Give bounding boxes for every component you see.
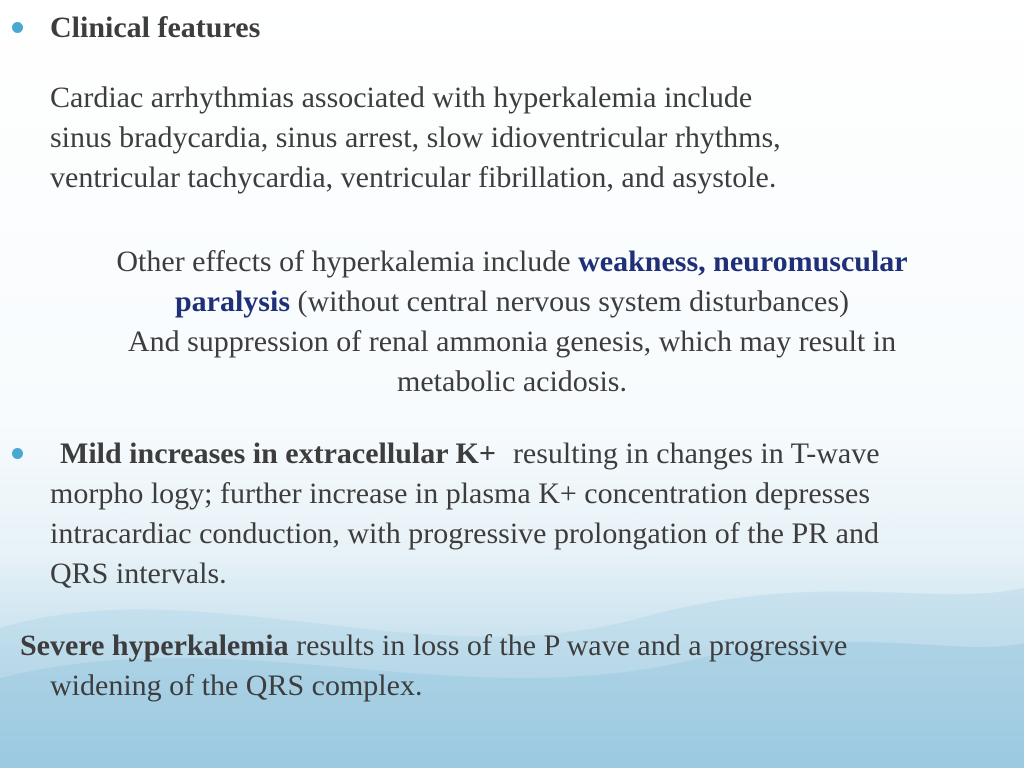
text-line: [20, 626, 847, 666]
text-line: widening of the QRS complex.: [50, 669, 423, 702]
text-line: sinus bradycardia, sinus arrest, slow idioventricular rhythms,: [50, 121, 781, 154]
text-plain: resulting in changes in T-wave: [512, 437, 880, 470]
text-line: QRS intervals.: [50, 557, 227, 590]
text-plain: results in loss of the P wave and a progressive: [288, 629, 848, 662]
other-effects-paragraph: [0, 242, 1024, 402]
emphasis-text: Severe hyperkalemia: [20, 629, 289, 662]
text-line: [0, 242, 1024, 282]
text-line: intracardiac conduction, with progressive prolongation of the PR and: [50, 517, 879, 550]
text-line: [0, 282, 1024, 322]
text-line: morpho logy; further increase in plasma K+ concentration depresses: [50, 477, 870, 510]
bullet-dot-icon: [12, 448, 23, 459]
section-heading: Clinical features: [50, 11, 261, 44]
text-line: ventricular tachycardia, ventricular fibrillation, and asystole.: [50, 161, 777, 194]
emphasis-text: weakness, neuromuscular: [578, 245, 908, 278]
mild-increase-paragraph: [50, 434, 880, 594]
text-line: [50, 434, 880, 474]
text-line: And suppression of renal ammonia genesis, which may result in: [127, 325, 897, 358]
severe-paragraph: [20, 626, 847, 706]
emphasis-text: Mild increases in extracellular K+: [60, 437, 496, 470]
text-plain: (without central nervous system disturbances): [290, 285, 850, 318]
arrhythmia-paragraph: [50, 78, 781, 198]
text-line: Cardiac arrhythmias associated with hyperkalemia include: [50, 81, 753, 114]
text-plain: Other effects of hyperkalemia include: [116, 245, 579, 278]
emphasis-text: paralysis: [174, 285, 290, 318]
bullet-dot-icon: [12, 22, 23, 33]
text-line: metabolic acidosis.: [397, 365, 627, 398]
